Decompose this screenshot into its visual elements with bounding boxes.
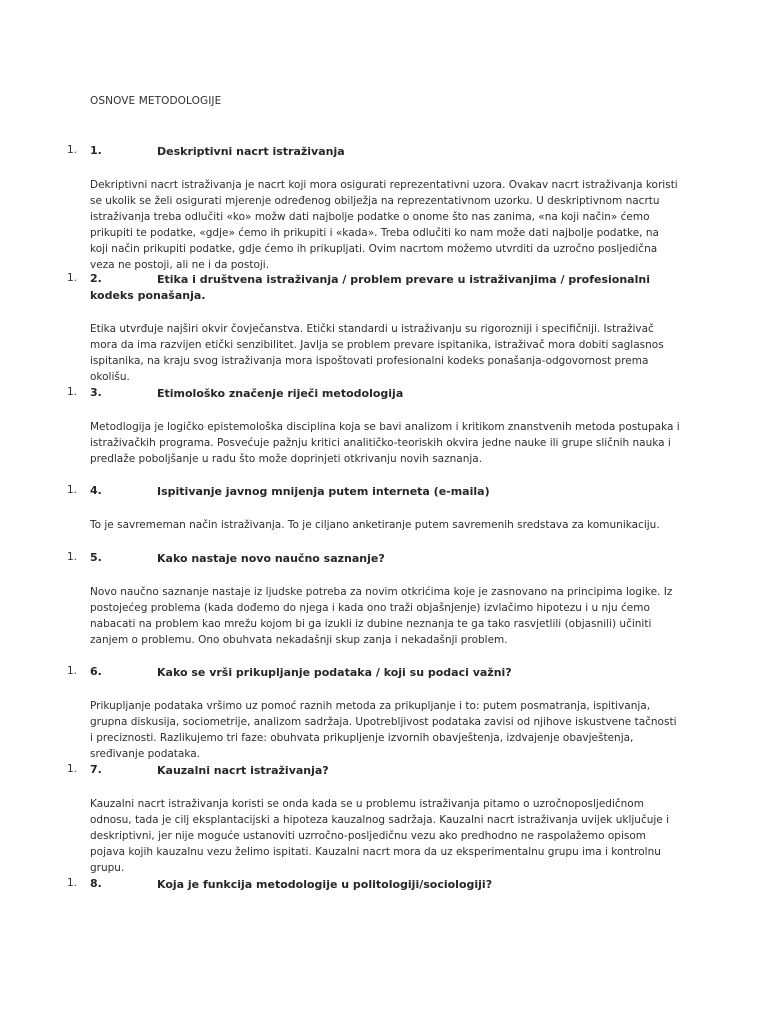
list-marker: 1. bbox=[67, 665, 78, 677]
section-title: Kauzalni nacrt istraživanja? bbox=[157, 764, 329, 777]
section-title: Deskriptivni nacrt istraživanja bbox=[157, 145, 345, 158]
section-title: Koja je funkcija metodologije u politologiji/sociologiji? bbox=[157, 878, 493, 891]
section-number: 5. bbox=[90, 551, 102, 564]
section-body: Etika utvrđuje najširi okvir čovječanstva. Etički standardi u istraživanju su rigorozniji i specifičniji. Istraživač mora da ima razvijen etički senzibilitet. Javlja se problem prevare ispitanika, istraživač mora dobiti saglasnos ispitanika, na kraju svog istraživanja mora ispoštovati profesionalni kodeks ponašanja-odgovornost prema okolišu. bbox=[90, 323, 664, 383]
section-number: 8. bbox=[90, 877, 102, 890]
section-heading bbox=[0, 144, 768, 160]
section-body: Prikupljanje podataka vršimo uz pomoć raznih metoda za prikupljanje i to: putem posmatranja, ispitivanja, grupna diskusija, sociometrije, analizom sadržaja. Upotrebljivost podataka zavisi od njihove iskustvene tačnosti i preciznosti. Razlikujemo tri faze: obuhvata prikupljenje izvornih obavještenja, izdvajenje obavještenja, sređivanje podataka. bbox=[90, 700, 677, 760]
section-title: Kako nastaje novo naučno saznanje? bbox=[157, 552, 385, 565]
section-title: Ispitivanje javnog mnijenja putem interneta (e-maila) bbox=[157, 485, 490, 498]
list-marker: 1. bbox=[67, 551, 78, 563]
list-marker: 1. bbox=[67, 877, 78, 889]
section-body: Kauzalni nacrt istraživanja koristi se onda kada se u problemu istraživanja pitamo o uzročnoposljedičnom odnosu, tada je cilj eksplantacijski a hipoteza kauzalnog sadržaja. Kauzalni nacrt istraživanja uvijek uključuje i deskriptivni, jer nije moguće ustanoviti uzrročno-posljedičnu vezu ako predhodno ne raspolažemo opisom pojava kojih kauzalnu vezu želimo ispitati. Kauzalni nacrt mora da uz eksperimentalnu grupu ima i kontrolnu grupu. bbox=[90, 798, 670, 874]
section-body: Novo naučno saznanje nastaje iz ljudske potreba za novim otkrićima koje je zasnovano na principima logike. Iz postojećeg problema (kada dođemo do njega i kada ono traži objašnjenje) izvlačimo hipotezu i u nju ćemo nabacati na problem kao mrežu kojom bi ga izukli iz dubine neznanja te ga tako rasvjetlili (objasnili) učiniti zanjem o problemu. Ono obuhvata nekadašnji skup zanja i nekadašnji problem. bbox=[90, 586, 673, 646]
list-marker: 1. bbox=[67, 763, 78, 775]
section-heading bbox=[0, 763, 768, 779]
section-title: Etimološko značenje riječi metodologija bbox=[157, 387, 404, 400]
section-body: Metodlogija je logičko epistemološka disciplina koja se bavi analizom i kritikom znanstvenih metoda postupaka i istraživačkih programa. Posvećuje pažnju kritici analitičko-teoriskih okvira jedne nauke ili grupe sličnih nauka i predlaže poboljšanje u radu što može doprinjeti otkrivanju novih saznanja. bbox=[90, 421, 680, 465]
section-heading bbox=[0, 665, 768, 681]
section-number: 1. bbox=[90, 144, 102, 157]
document-title: OSNOVE METODOLOGIJE bbox=[90, 95, 222, 107]
section-number: 3. bbox=[90, 386, 102, 399]
section-heading bbox=[0, 386, 768, 402]
section-heading bbox=[0, 484, 768, 500]
section-number: 2. bbox=[90, 272, 102, 285]
section-title: Etika i društvena istraživanja / problem prevare u istraživanjima / profesionalni kodeks ponašanja. bbox=[90, 273, 650, 302]
section-body: To je savrememan način istraživanja. To je ciljano anketiranje putem savremenih sredstava za komunikaciju. bbox=[90, 519, 660, 531]
list-marker: 1. bbox=[67, 144, 78, 156]
section-title: Kako se vrši prikupljanje podataka / koji su podaci važni? bbox=[157, 666, 512, 679]
section-body: Dekriptivni nacrt istraživanja je nacrt koji mora osigurati reprezentativni uzora. Ovakav nacrt istraživanja koristi se ukolik se želi osigurati mjerenje određenog obilježja na reprezentativnom uzorku. U deskriptivnom nacrtu istraživanja treba odlučiti «ko» možw dati najbolje podatke o onome što nas zanima, «na koji način» ćemo prikupiti te podatke, «gdje» ćemo ih prikupiti i «kada». Treba odlučiti ko nam može dati najbolje podatke, na koji način prikupiti podatke, gdje ćemo ih prikupljati. Ovim nacrtom možemo utvrditi da uzročno posljedična veza ne postoji, ali ne i da postoji. bbox=[90, 179, 678, 271]
list-marker: 1. bbox=[67, 484, 78, 496]
section-number: 7. bbox=[90, 763, 102, 776]
list-marker: 1. bbox=[67, 386, 78, 398]
list-marker: 1. bbox=[67, 272, 78, 284]
section-heading bbox=[0, 551, 768, 567]
section-number: 6. bbox=[90, 665, 102, 678]
section-heading bbox=[0, 272, 768, 302]
section-heading bbox=[0, 877, 768, 893]
section-number: 4. bbox=[90, 484, 102, 497]
